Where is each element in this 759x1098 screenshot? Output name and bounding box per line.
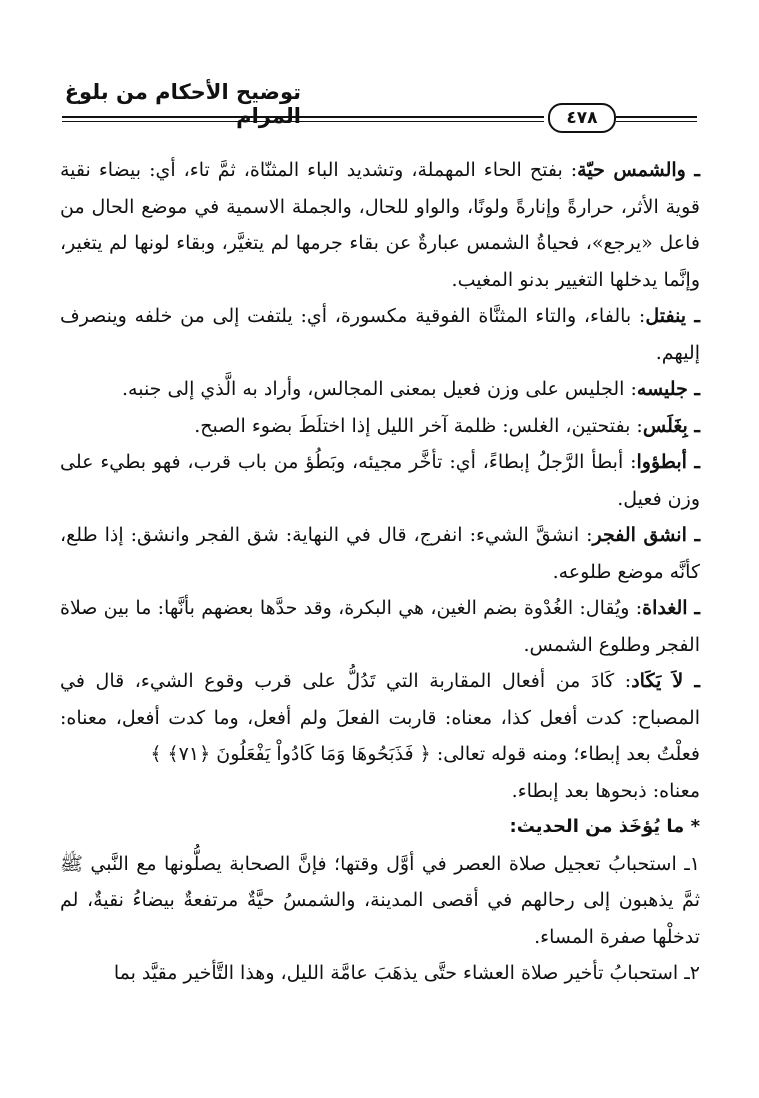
glossary-entry: ـ جليسه: الجليس على وزن فعيل بمعنى المجالس، وأراد به الَّذي إلى جنبه. [121, 378, 700, 400]
glossary-definition: : بفتح الحاء المهملة، وتشديد الباء المثنّاة، ثمَّ تاء، أي: بيضاء نقية قوية الأثر، حرارةً وإنارةً ولونًا، والواو للحال، والجملة الاسمية في موضع الحال من فاعل «يرجع»، فحياةُ الشمس عبارةٌ عن بقاء جرمها لم يتغيَّر، وبقاء لونها لم يتغير، وإنَّما يدخلها التغيير بدنو المغيب. [60, 159, 700, 291]
quran-verse: ﴿ فَذَبَحُوهَا وَمَا كَادُواْ يَفْعَلُونَ ﴿٧١﴾ ﴾ [150, 743, 431, 765]
header-rule [616, 116, 697, 118]
glossary-definition: : بالفاء، والتاء المثنَّاة الفوقية مكسورة، أي: يلتفت إلى من خلفه وينصرف إليهم. [60, 305, 700, 364]
glossary-definition: : بفتحتين، الغلس: ظلمة آخر الليل إذا اختلَطَ بضوء الصبح. [194, 414, 643, 437]
glossary-entry: ـ ينفتل: بالفاء، والتاء المثنَّاة الفوقية مكسورة، أي: يلتفت إلى من خلفه وينصرف إليهم. [60, 305, 700, 364]
page-number: ٤٧٨ [548, 103, 616, 133]
glossary-entry: ـ لاَ يَكَاد: كَادَ من أفعال المقاربة التي تَدُلُّ على قرب وقوع الشيء، قال في المصباح: كدت أفعل كذا، معناه: قاربت الفعلَ ولم أفعل، وما كدت أفعل، معناه: فعلْتُ بعد إبطاء؛ ومنه قوله تعالى: ﴿ فَذَبَحُوهَا وَمَا كَادُواْ يَفْعَلُونَ ﴿٧١﴾ ﴾ معناه: ذبحوها بعد إبطاء. [60, 670, 700, 802]
glossary-entry: ـ انشق الفجر: انشقَّ الشيء: انفرج، قال في النهاية: شق الفجر وانشق: إذا طلع، كأنَّه موضع طلوعه. [60, 524, 701, 583]
point-number: ١ـ [684, 852, 700, 875]
glossary-term: بِغَلَس [642, 414, 688, 437]
glossary-definition: : انشقَّ الشيء: انفرج، قال في النهاية: شق الفجر وانشق: إذا طلع، كأنَّه موضع طلوعه. [60, 524, 700, 583]
glossary-entry: ـ بِغَلَس: بفتحتين، الغلس: ظلمة آخر الليل إذا اختلَطَ بضوء الصبح. [194, 414, 700, 437]
point-text: استحبابُ تأخير صلاة العشاء حتَّى يذهَبَ عامَّة الليل، وهذا التَّأخير مقيَّد بما [113, 962, 679, 984]
glossary-entry: ـ الغداة: ويُقال: الغُدْوة بضم الغين، هي البكرة، وقد حدَّها بعضهم بأنَّها: ما بين صلاة الفجر وطلوع الشمس. [60, 597, 700, 656]
header-rule [616, 121, 697, 122]
glossary-term: انشق الفجر [592, 524, 687, 546]
numbered-point [60, 846, 700, 956]
glossary-entry: ـ أبطؤوا: أبطأ الرَّجلُ إبطاءً، أي: تأخَّر مجيئه، وبَطُؤ من باب قرب، فهو بطيء على وزن فعيل. [60, 451, 700, 510]
glossary-definition-continued: معناه: ذبحوها بعد إبطاء. [511, 779, 700, 802]
header-rule [62, 116, 544, 118]
glossary-definition: : ويُقال: الغُدْوة بضم الغين، هي البكرة، وقد حدَّها بعضهم بأنَّها: ما بين صلاة الفجر وطلوع الشمس. [60, 597, 700, 656]
page-body [60, 152, 700, 992]
running-header-title: توضيح الأحكام من بلوغ المرام [64, 80, 301, 128]
glossary-term: والشمس حيّة [577, 159, 686, 181]
glossary-term: أبطؤوا [636, 451, 687, 473]
glossary-definition: : أبطأ الرَّجلُ إبطاءً، أي: تأخَّر مجيئه، وبَطُؤ من باب قرب، فهو بطيء على وزن فعيل. [60, 451, 700, 510]
section-title: * ما يُؤخَذ من الحديث: [509, 816, 700, 837]
point-number: ٢ـ [684, 962, 700, 984]
point-text: استحبابُ تعجيل صلاة العصر في أوَّل وقتها؛ فإنَّ الصحابة يصلُّونها مع النَّبي ﷺ ثمَّ يذهبون إلى رحالهم في أقصى المدينة، والشمسُ حيَّةٌ مرتفعةٌ بيضاءُ نقيةٌ، لم تدخلْها صفرة المساء. [60, 852, 700, 948]
numbered-point [60, 955, 700, 992]
glossary-term: لاَ يَكَاد [631, 670, 684, 692]
glossary-term: الغداة [642, 597, 688, 619]
glossary-entry: ـ والشمس حيّة: بفتح الحاء المهملة، وتشديد الباء المثنّاة، ثمَّ تاء، أي: بيضاء نقية قوية الأثر، حرارةً وإنارةً ولونًا، والواو للحال، والجملة الاسمية في موضع الحال من فاعل «يرجع»، فحياةُ الشمس عبارةٌ عن بقاء جرمها لم يتغيَّر، وبقاء لونها لم يتغير، وإنَّما يدخلها التغيير بدنو المغيب. [60, 159, 700, 291]
glossary-term: جليسه [636, 378, 688, 400]
header-rule [62, 121, 544, 122]
glossary-term: ينفتل [645, 305, 687, 327]
glossary-definition: : كَادَ من أفعال المقاربة التي تَدُلُّ على قرب وقوع الشيء، قال في المصباح: كدت أفعل كذا، معناه: قاربت الفعلَ ولم أفعل، وما كدت أفعل، معناه: فعلْتُ بعد إبطاء؛ ومنه قوله تعالى: [60, 670, 700, 765]
glossary-definition: : الجليس على وزن فعيل بمعنى المجالس، وأراد به الَّذي إلى جنبه. [121, 378, 637, 400]
